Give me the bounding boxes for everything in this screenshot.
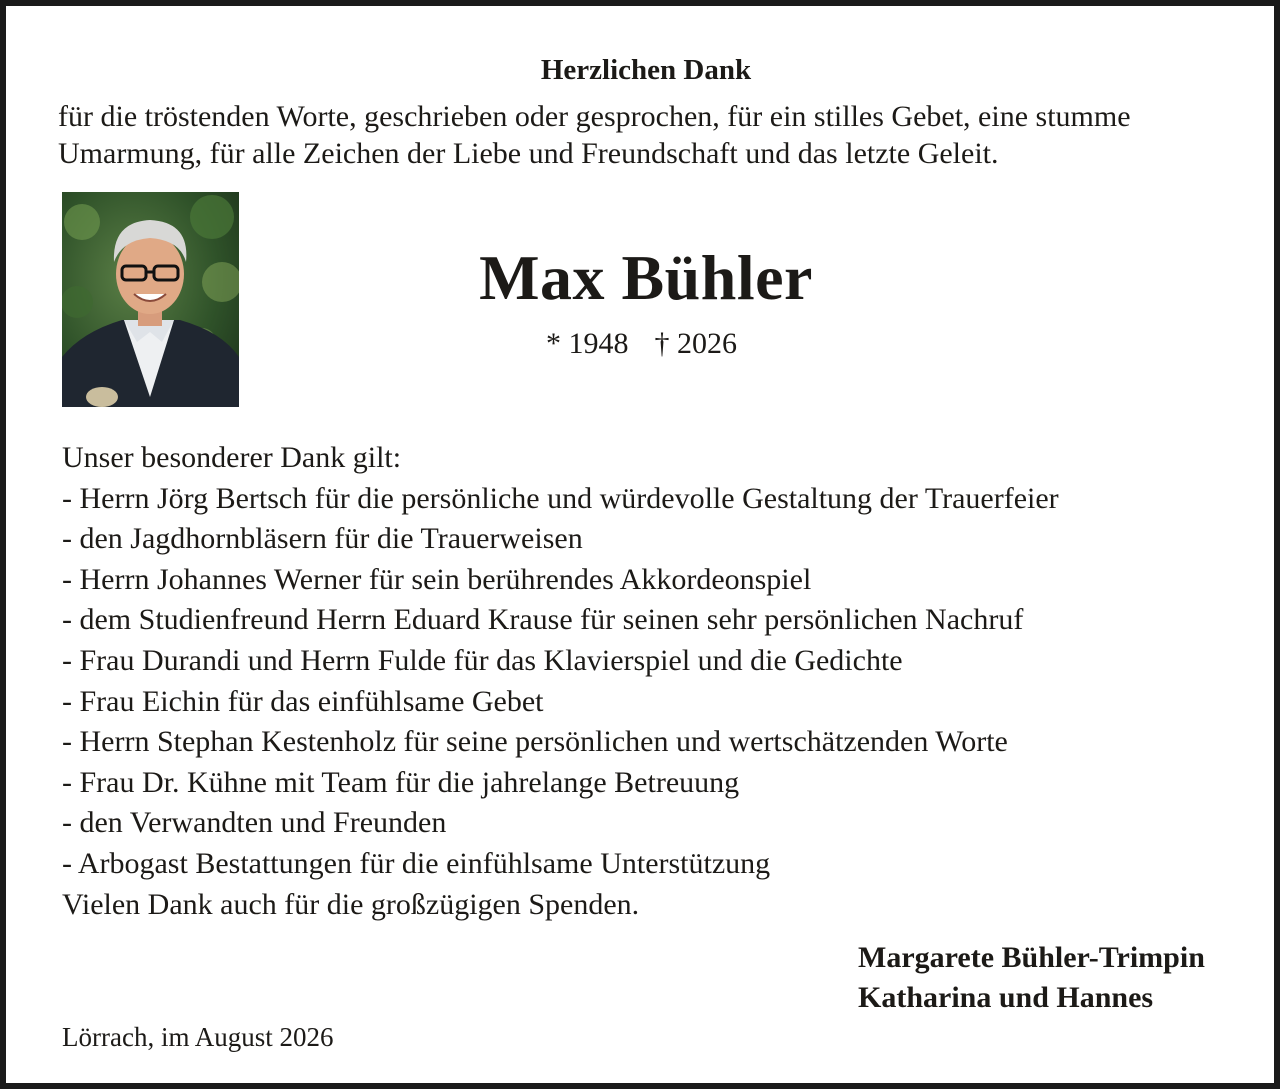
thanks-item: - Herrn Jörg Bertsch für die persönliche und würdevolle Gestaltung der Trauerfeier <box>62 481 1059 515</box>
thanks-item: - Herrn Stephan Kestenholz für seine persönlichen und wertschätzenden Worte <box>62 725 1008 759</box>
place-date: Lörrach, im August 2026 <box>62 1022 334 1052</box>
notice-heading: Herzlichen Dank <box>540 54 752 86</box>
thanks-intro: Unser besonderer Dank gilt: <box>62 441 402 474</box>
thanks-closing: Vielen Dank auch für die großzügigen Spenden. <box>62 887 640 921</box>
signatory-line: Katharina und Hannes <box>858 981 1154 1014</box>
intro-line: Umarmung, für alle Zeichen der Liebe und Freundschaft und das letzte Geleit. <box>58 137 999 170</box>
birth-year: * 1948 <box>546 327 629 360</box>
death-year: † 2026 <box>654 327 737 360</box>
thanks-item: - Frau Eichin für das einfühlsame Gebet <box>62 684 544 718</box>
life-dates <box>546 324 737 364</box>
thanks-item: - den Verwandten und Freunden <box>62 806 447 840</box>
signatories <box>858 938 1205 1018</box>
thanks-item: - dem Studienfreund Herrn Eduard Krause für seinen sehr persönlichen Nachruf <box>62 603 1024 637</box>
intro-line: für die tröstenden Worte, geschrieben oder gesprochen, für ein stilles Gebet, eine stumme <box>58 100 1131 133</box>
thanks-item: - Arbogast Bestattungen für die einfühlsame Unterstützung <box>62 846 771 880</box>
thanks-item: - Frau Dr. Kühne mit Team für die jahrelange Betreuung <box>62 765 740 799</box>
thanks-item: - Frau Durandi und Herrn Fulde für das Klavierspiel und die Gedichte <box>62 643 903 677</box>
intro-text <box>58 98 1248 172</box>
deceased-name: Max Bühler <box>479 242 813 313</box>
thanks-item: - den Jagdhornbläsern für die Trauerweisen <box>62 522 583 556</box>
signatory-line: Margarete Bühler-Trimpin <box>858 941 1205 974</box>
thanks-list <box>62 438 1242 925</box>
thanks-item: - Herrn Johannes Werner für sein berührendes Akkordeonspiel <box>62 562 812 596</box>
